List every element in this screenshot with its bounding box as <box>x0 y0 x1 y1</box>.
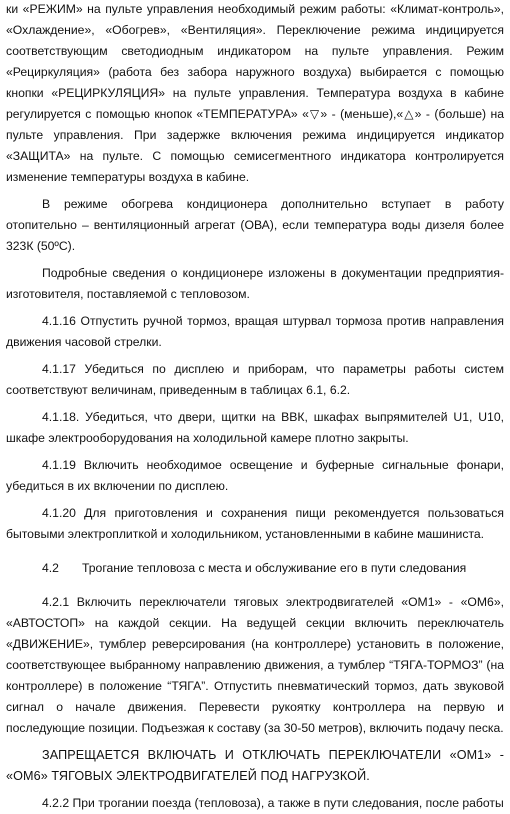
paragraph-4-1-16: 4.1.16 Отпустить ручной тормоз, вращая штурвал тормоза против направления движения часовой стрелки. <box>6 314 504 349</box>
paragraph-4-2-2: 4.2.2 При трогании поезда (тепловоза), а также в пути следования, после работы <box>42 796 504 810</box>
paragraph-4-1-17: 4.1.17 Убедиться по дисплею и приборам, что параметры работы систем соответствуют величинам, приведенным в таблицах 6.1, 6.2. <box>6 362 504 397</box>
paragraph-documentation: Подробные сведения о кондиционере изложены в документации предприятия-изготовителя, поставляемой с тепловозом. <box>6 266 504 301</box>
paragraph-4-1-20: 4.1.20 Для приготовления и сохранения пищи рекомендуется пользоваться бытовыми электроплиткой и холодильником, установленными в кабине машиниста. <box>6 506 504 541</box>
paragraph-heating-mode: В режиме обогрева кондиционера дополнительно вступает в работу отопительно – вентиляционный агрегат (ОВА), если температура воды дизеля более 323К (50ºС). <box>6 197 504 253</box>
paragraph-4-1-18: 4.1.18. Убедиться, что двери, щитки на ВВК, шкафах выпрямителей U1, U10, шкафе электрооборудования на холодильной камере плотно закрыты. <box>6 410 504 445</box>
section-title: Трогание тепловоза с места и обслуживание его в пути следования <box>82 561 467 575</box>
paragraph-mode-selection: ки «РЕЖИМ» на пульте управления необходимый режим работы: «Климат-контроль», «Охлаждение», «Обогрев», «Вентиляция». Переключение режима индицируется соответствующим светодиодным индикатором на пульте управления. Режим «Рециркуляция» (работа без забора наружного воздуха) выбирается с помощью кнопки «РЕЦИРКУЛЯЦИЯ» на пульте управления. Температура воздуха в кабине регулируется с помощью кнопок «ТЕМПЕРАТУРА» «▽» - (меньше),«△» - (больше) на пульте управления. При задержке включения режима индицируется индикатор «ЗАЩИТА» на пульте. С помощью семисегментного индикатора контролируется изменение температуры воздуха в кабине. <box>6 2 504 184</box>
paragraph-4-1-19: 4.1.19 Включить необходимое освещение и буферные сигнальные фонари, убедиться в их включении по дисплею. <box>6 458 504 493</box>
warning-paragraph: ЗАПРЕЩАЕТСЯ ВКЛЮЧАТЬ И ОТКЛЮЧАТЬ ПЕРЕКЛЮЧАТЕЛИ «ОМ1» - «ОМ6» ТЯГОВЫХ ЭЛЕКТРОДВИГАТЕЛЕЙ ПОД НАГРУЗКОЙ. <box>6 748 504 783</box>
section-number: 4.2 <box>42 561 59 575</box>
paragraph-4-2-1: 4.2.1 Включить переключатели тяговых электродвигателей «ОМ1» - «ОМ6», «АВТОСТОП» на каждой секции. На ведущей секции включить переключатель «ДВИЖЕНИЕ», тумблер реверсирования (на контроллере) установить в положение, соответствующее выбранному направлению движения, а тумблер “ТЯГА-ТОРМОЗ” (на контроллере) в положение “ТЯГА”. Отпустить пневматический тормоз, дать звуковой сигнал о начале движения. Перевести рукоятку контроллера на первую и последующие позиции. Подъезжая к составу (за 30-50 метров), включить подачу песка. <box>6 595 504 735</box>
section-heading <box>42 558 504 579</box>
